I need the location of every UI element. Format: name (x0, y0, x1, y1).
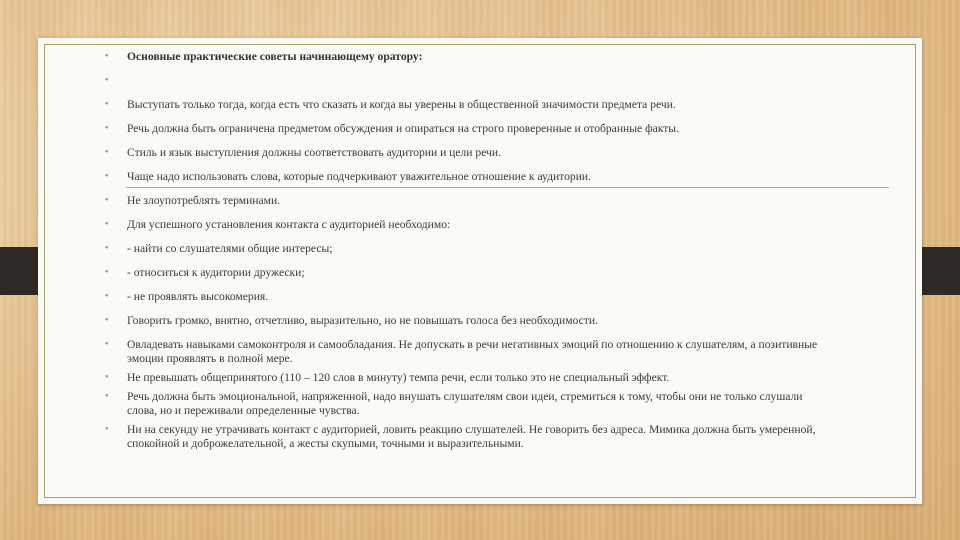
bullet-icon: • (105, 171, 109, 182)
list-item: • Для успешного установления контакта с аудиторией необходимо: (105, 218, 451, 231)
bullet-icon: • (105, 267, 109, 278)
bullet-icon: • (105, 75, 109, 86)
list-item: • Выступать только тогда, когда есть что сказать и когда вы уверены в общественной значимости предмета речи. (105, 98, 676, 111)
list-item: • Речь должна быть ограничена предметом обсуждения и опираться на строго проверенные и отобранные факты. (105, 122, 679, 135)
bullet-icon: • (105, 372, 109, 383)
list-item: • - найти со слушателями общие интересы; (105, 242, 333, 255)
bullet-icon: • (105, 291, 109, 302)
list-item: • - относиться к аудитории дружески; (105, 266, 305, 279)
list-item-heading: • Основные практические советы начинающему оратору: (105, 50, 423, 63)
list-item: • Ни на секунду не утрачивать контакт с аудиторией, ловить реакцию слушателей. Не говорить без адреса. Мимика должна быть умеренной, спокойной и доброжелательной, а жесты скупыми, точными и выразительными. (105, 423, 816, 450)
list-item: • Говорить громко, внятно, отчетливо, выразительно, но не повышать голоса без необходимости. (105, 314, 598, 327)
list-item: • Овладевать навыками самоконтроля и самообладания. Не допускать в речи негативных эмоций по отношению к слушателям, а позитивные эмоции проявлять в полной мере. (105, 338, 818, 365)
slide-card (38, 38, 922, 504)
list-item: • Речь должна быть эмоциональной, напряженной, надо внушать слушателям свои идеи, стремиться к тому, чтобы они не только слушали слова, но и переживали определенные чувства. (105, 390, 803, 417)
bullet-icon: • (105, 315, 109, 326)
list-item: • Чаще надо использовать слова, которые подчеркивают уважительное отношение к аудитории. (105, 170, 591, 183)
bullet-icon: • (105, 123, 109, 134)
list-item: • Стиль и язык выступления должны соответствовать аудитории и цели речи. (105, 146, 501, 159)
bullet-icon: • (105, 243, 109, 254)
bullet-icon: • (105, 219, 109, 230)
bullet-icon: • (105, 391, 109, 402)
bullet-icon: • (105, 424, 109, 435)
list-item: • - не проявлять высокомерия. (105, 290, 269, 303)
bullet-icon: • (105, 51, 109, 62)
bullet-icon: • (105, 147, 109, 158)
advice-list (105, 50, 835, 456)
list-item: • Не превышать общепринятого (110 – 120 слов в минуту) темпа речи, если только это не специальный эффект. (105, 371, 670, 384)
list-item: • Не злоупотреблять терминами. (105, 194, 281, 207)
list-item-empty (105, 74, 835, 88)
bullet-icon: • (105, 99, 109, 110)
bullet-icon: • (105, 339, 109, 350)
bullet-icon: • (105, 195, 109, 206)
